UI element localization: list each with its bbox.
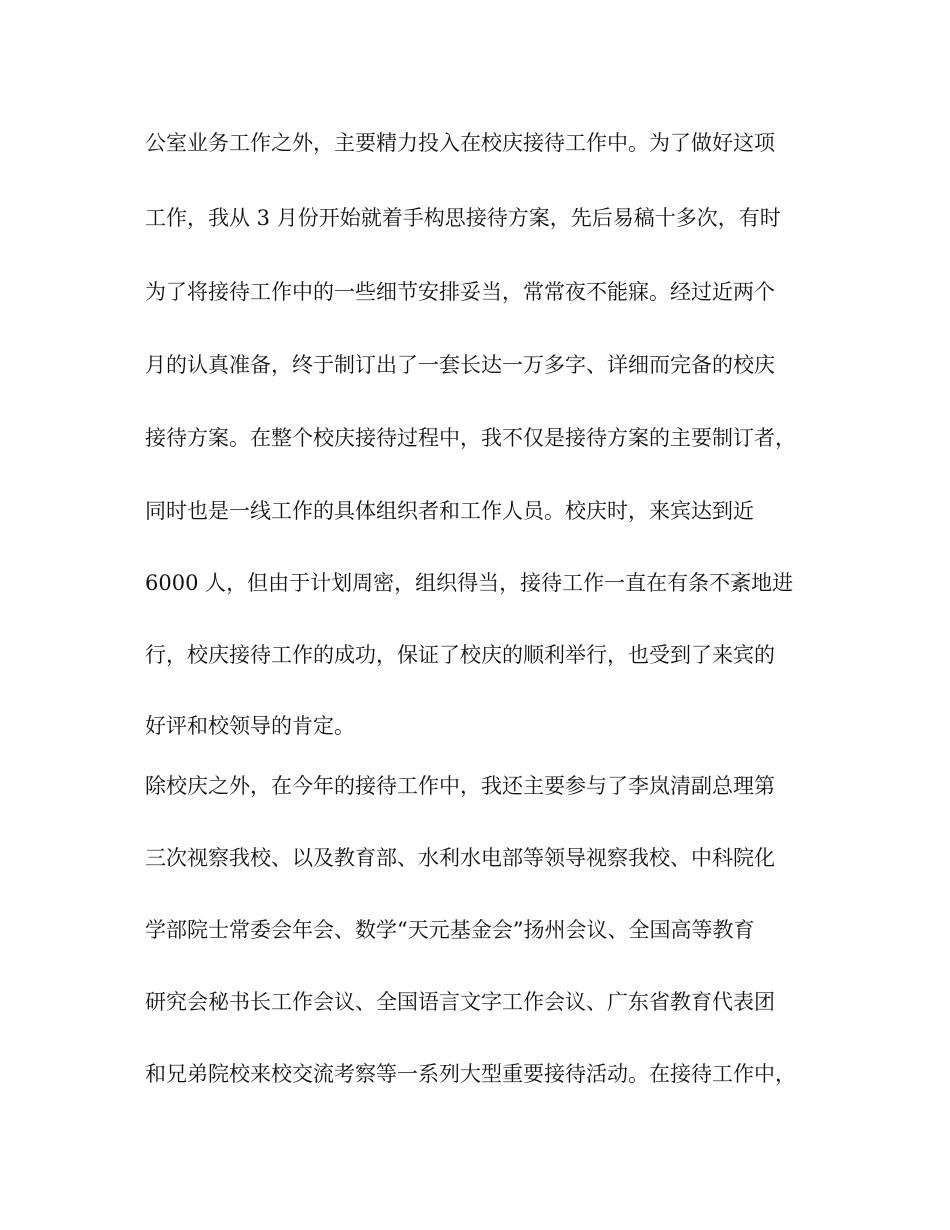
text-line: 工作，我从 3 月份开始就着手构思接待方案，先后易稿十多次，有时	[145, 206, 781, 230]
text-line: 接待方案。在整个校庆接待过程中，我不仅是接待方案的主要制订者，	[145, 426, 796, 450]
text-line: 三次视察我校、以及教育部、水利水电部等领导视察我校、中科院化	[145, 846, 775, 870]
text-line: 和兄弟院校来校交流考察等一系列大型重要接待活动。在接待工作中，	[145, 1062, 796, 1086]
text-line: 好评和校领导的肯定。	[145, 714, 355, 738]
text-line: 同时也是一线工作的具体组织者和工作人员。校庆时，来宾达到近	[145, 499, 754, 523]
text-line: 研究会秘书长工作会议、全国语言文字工作会议、广东省教育代表团	[145, 990, 775, 1014]
text-line: 为了将接待工作中的一些细节安排妥当，常常夜不能寐。经过近两个	[145, 280, 775, 304]
text-line: 6000 人，但由于计划周密，组织得当，接待工作一直在有条不紊地进	[145, 571, 794, 595]
text-line: 学部院士常委会年会、数学“天元基金会”扬州会议、全国高等教育	[145, 918, 755, 942]
text-line: 公室业务工作之外，主要精力投入在校庆接待工作中。为了做好这项	[145, 131, 775, 155]
text-line: 行，校庆接待工作的成功，保证了校庆的顺利举行，也受到了来宾的	[145, 643, 775, 667]
text-line: 月的认真准备，终于制订出了一套长达一万多字、详细而完备的校庆	[145, 353, 775, 377]
text-line: 除校庆之外，在今年的接待工作中，我还主要参与了李岚清副总理第	[145, 774, 775, 798]
